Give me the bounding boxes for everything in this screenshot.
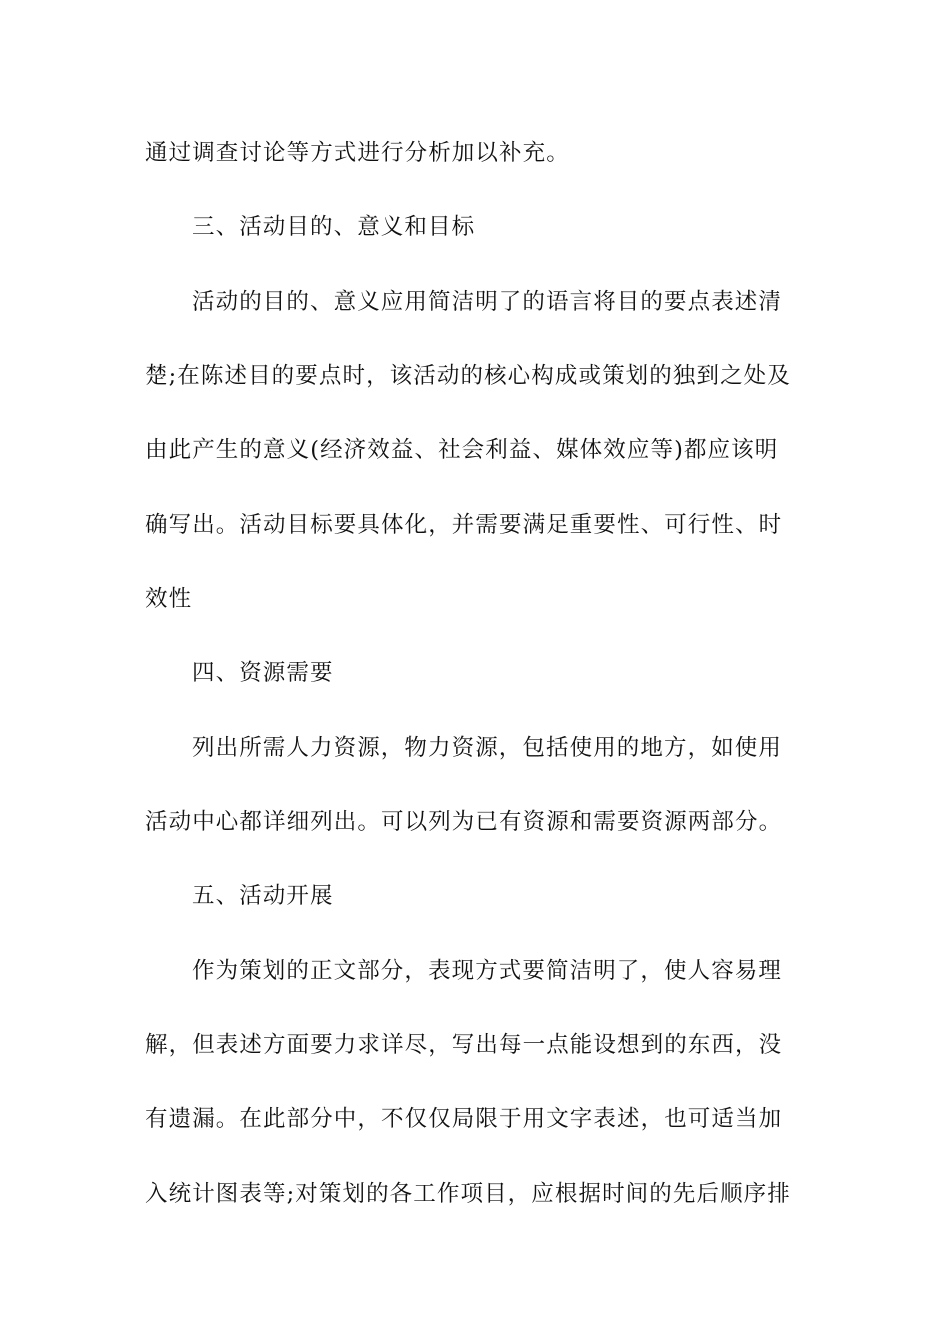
- paragraph-line: 解，但表述方面要力求详尽，写出每一点能设想到的东西，没: [145, 1032, 783, 1058]
- paragraph-line: 入统计图表等;对策划的各工作项目，应根据时间的先后顺序排: [145, 1181, 791, 1207]
- paragraph-line: 作为策划的正文部分，表现方式要简洁明了，使人容易理: [192, 958, 783, 984]
- paragraph-line: 效性: [145, 586, 193, 612]
- paragraph-line: 楚;在陈述目的要点时，该活动的核心构成或策划的独到之处及: [145, 363, 791, 389]
- paragraph-line: 列出所需人力资源，物力资源，包括使用的地方，如使用: [192, 735, 783, 761]
- section-heading-3: 三、活动目的、意义和目标: [192, 214, 476, 240]
- paragraph-line: 活动的目的、意义应用简洁明了的语言将目的要点表述清: [192, 289, 783, 315]
- section-heading-4: 四、资源需要: [192, 660, 334, 686]
- paragraph-line: 有遗漏。在此部分中，不仅仅局限于用文字表述，也可适当加: [145, 1106, 783, 1132]
- paragraph-line: 由此产生的意义(经济效益、社会利益、媒体效应等)都应该明: [145, 437, 779, 463]
- paragraph-line: 确写出。活动目标要具体化，并需要满足重要性、可行性、时: [145, 512, 783, 538]
- paragraph-line: 通过调查讨论等方式进行分析加以补充。: [145, 140, 570, 166]
- section-heading-5: 五、活动开展: [192, 883, 334, 909]
- paragraph-line: 活动中心都详细列出。可以列为已有资源和需要资源两部分。: [145, 809, 783, 835]
